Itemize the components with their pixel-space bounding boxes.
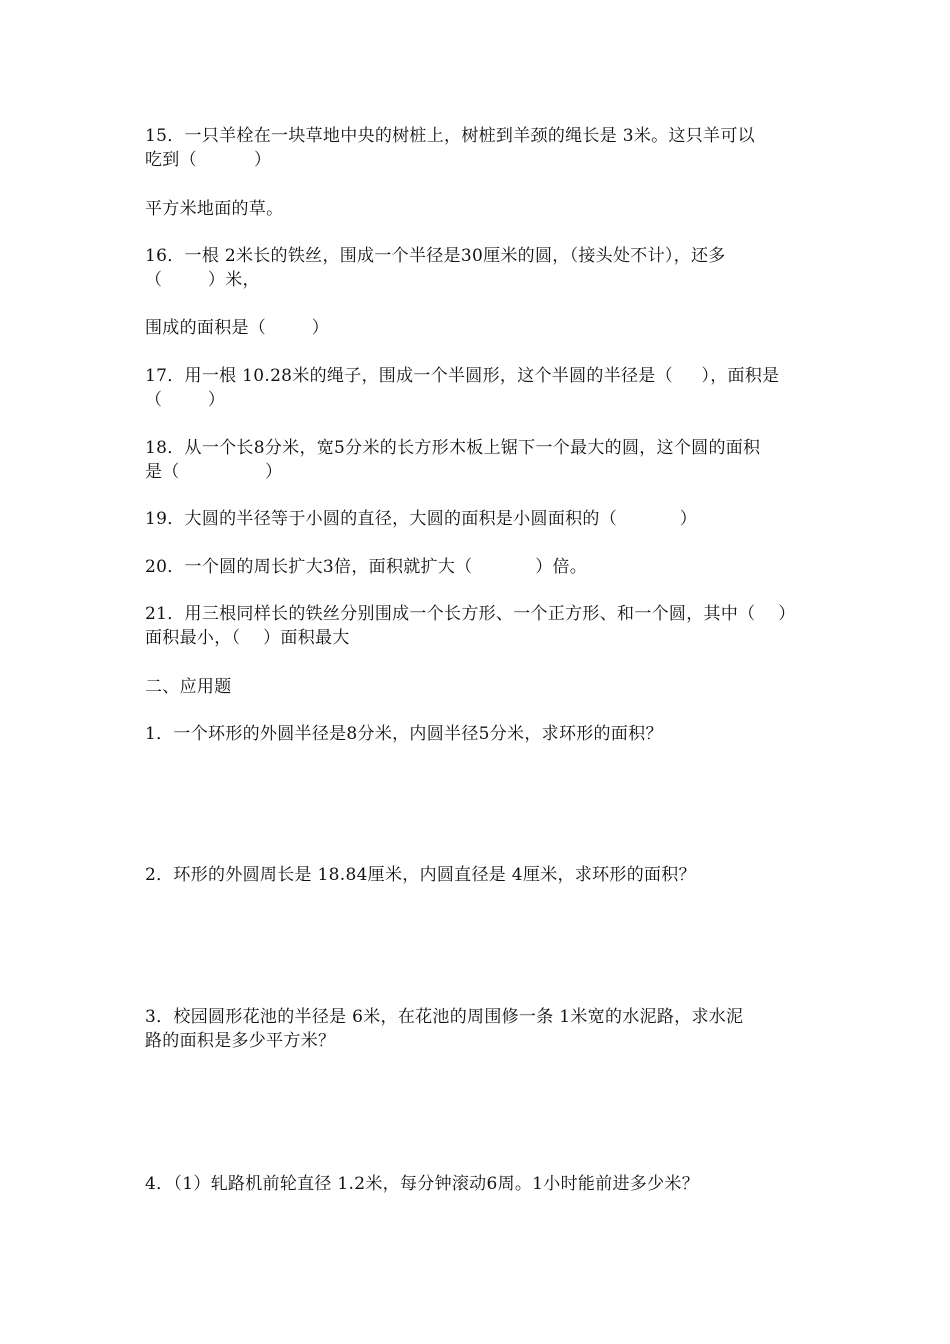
application-problem-2: 2．环形的外圆周长是 18.84厘米，内圆直径是 4厘米，求环形的面积？: [145, 865, 696, 885]
question-16-line-2: （ ）米，: [145, 270, 260, 290]
question-16-line-1: 16．一根 2米长的铁丝，围成一个半径是30厘米的圆，（接头处不计），还多: [145, 246, 726, 266]
section-heading: 二、应用题: [145, 677, 232, 697]
application-problem-4: 4．（1）轧路机前轮直径 1.2米，每分钟滚动6周。1小时能前进多少米？: [145, 1174, 700, 1194]
question-18-line-1: 18．从一个长8分米，宽5分米的长方形木板上锯下一个最大的圆，这个圆的面积: [145, 438, 761, 458]
question-15-line-1: 15．一只羊栓在一块草地中央的树桩上，树桩到羊颈的绳长是 3米。这只羊可以: [145, 126, 755, 146]
question-16-line-3: 围成的面积是（ ）: [145, 318, 330, 338]
question-21-line-2: 面积最小，（ ）面积最大: [145, 628, 350, 648]
question-19: 19．大圆的半径等于小圆的直径，大圆的面积是小圆面积的（ ）: [145, 509, 698, 529]
question-18-line-2: 是（ ）: [145, 462, 283, 482]
application-problem-1: 1．一个环形的外圆半径是8分米，内圆半径5分米，求环形的面积？: [145, 724, 663, 744]
question-15-line-3: 平方米地面的草。: [145, 199, 284, 219]
question-17-line-2: （ ）: [145, 390, 226, 410]
application-problem-3-line-1: 3．校园圆形花池的半径是 6米，在花池的周围修一条 1米宽的水泥路，求水泥: [145, 1007, 744, 1027]
question-20: 20．一个圆的周长扩大3倍，面积就扩大（ ）倍。: [145, 557, 588, 577]
application-problem-3-line-2: 路的面积是多少平方米？: [145, 1031, 336, 1051]
question-15-line-2: 吃到（ ）: [145, 150, 272, 170]
question-21-line-1: 21．用三根同样长的铁丝分别围成一个长方形、一个正方形、和一个圆，其中（ ）: [145, 604, 796, 624]
question-17-line-1: 17．用一根 10.28米的绳子，围成一个半圆形，这个半圆的半径是（ ），面积是: [145, 366, 780, 386]
